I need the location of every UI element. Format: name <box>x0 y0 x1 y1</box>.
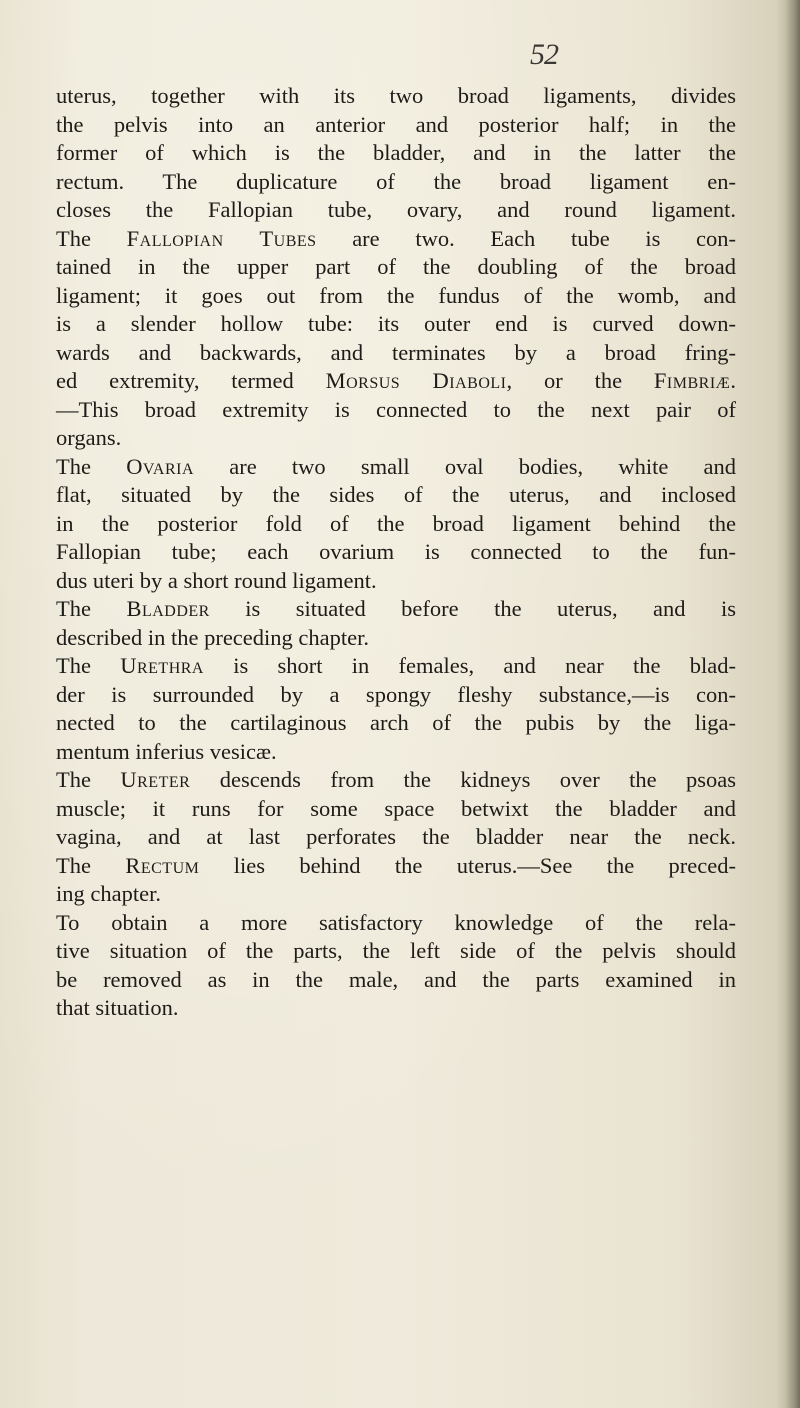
text-run: are two small oval bodies, white and <box>194 453 736 479</box>
text-line <box>56 567 736 596</box>
text-run: To obtain a more satisfactory knowledge of the rela- <box>56 909 736 935</box>
text-line <box>56 966 736 995</box>
text-line <box>56 852 736 881</box>
text-line <box>56 709 736 738</box>
text-run: vagina, and at last perforates the bladder near the neck. <box>56 824 736 849</box>
body-text <box>56 82 736 1023</box>
text-run: are two. Each tube is con- <box>316 225 736 251</box>
text-line <box>56 994 736 1023</box>
text-line <box>56 82 736 111</box>
text-run: tained in the upper part of the doubling of the broad <box>56 254 736 279</box>
text-run: . <box>730 368 736 393</box>
page-number: 52 <box>530 38 558 71</box>
text-line <box>56 111 736 140</box>
text-line <box>56 624 736 653</box>
text-run: flat, situated by the sides of the uterus, and inclosed <box>56 482 736 507</box>
text-run: The <box>56 225 127 251</box>
text-line <box>56 310 736 339</box>
small-caps-term: Fallopian Tubes <box>126 225 317 251</box>
text-run: The <box>56 453 127 479</box>
small-caps-term: Rectum <box>125 852 200 878</box>
small-caps-term: Ureter <box>120 767 191 792</box>
text-run: lies behind the uterus.—See the preced- <box>199 852 736 878</box>
text-run: The <box>56 653 121 678</box>
text-run: —This broad extremity is connected to the next pair of <box>56 396 736 422</box>
text-run: The <box>56 767 121 792</box>
text-line <box>56 937 736 966</box>
text-run: is situated before the uterus, and is <box>209 596 737 621</box>
text-run: be removed as in the male, and the parts examined in <box>56 966 736 992</box>
text-line <box>56 396 736 425</box>
text-run: muscle; it runs for some space betwixt the bladder and <box>56 795 736 821</box>
text-line <box>56 367 736 396</box>
text-run: rectum. The duplicature of the broad ligament en- <box>56 168 736 194</box>
small-caps-term: Morsus Diaboli <box>325 368 507 393</box>
text-run: ed extremity, termed <box>56 368 326 393</box>
text-run: descends from the kidneys over the psoas <box>190 767 737 792</box>
text-line <box>56 339 736 368</box>
text-line <box>56 795 736 824</box>
text-line <box>56 538 736 567</box>
text-run: nected to the cartilaginous arch of the pubis by the liga- <box>56 710 736 735</box>
small-caps-term: Urethra <box>120 653 204 678</box>
small-caps-term: Ovaria <box>126 453 195 479</box>
page-edge-shadow <box>786 0 800 1408</box>
text-line <box>56 909 736 938</box>
text-line <box>56 196 736 225</box>
text-run: Fallopian tube; each ovarium is connected to the fun- <box>56 539 736 564</box>
text-line <box>56 282 736 311</box>
text-run: the pelvis into an anterior and posterior half; in the <box>56 111 736 137</box>
text-run: in the posterior fold of the broad ligament behind the <box>56 510 736 536</box>
text-run: , or the <box>506 368 654 393</box>
text-line <box>56 595 736 624</box>
text-run: described in the preceding chapter. <box>56 624 369 650</box>
small-caps-term: Fimbriæ <box>653 368 731 393</box>
text-run: mentum inferius vesicæ. <box>56 738 277 764</box>
text-run: der is surrounded by a spongy fleshy substance,—is con- <box>56 681 736 707</box>
text-run: organs. <box>56 425 122 450</box>
text-line <box>56 225 736 254</box>
text-run: ligament; it goes out from the fundus of the womb, and <box>56 282 736 308</box>
small-caps-term: Bladder <box>126 596 210 621</box>
text-run: ing chapter. <box>56 881 161 906</box>
text-line <box>56 168 736 197</box>
text-run: former of which is the bladder, and in the latter the <box>56 140 736 165</box>
text-line <box>56 823 736 852</box>
text-line <box>56 880 736 909</box>
text-line <box>56 738 736 767</box>
text-line <box>56 139 736 168</box>
text-run: wards and backwards, and terminates by a broad fring- <box>56 339 736 365</box>
text-line <box>56 681 736 710</box>
text-line <box>56 481 736 510</box>
text-run: dus uteri by a short round ligament. <box>56 567 377 593</box>
text-run: is a slender hollow tube: its outer end is curved down- <box>56 311 736 336</box>
text-run: The <box>56 852 126 878</box>
text-line <box>56 253 736 282</box>
text-line <box>56 766 736 795</box>
text-line <box>56 424 736 453</box>
text-run: uterus, together with its two broad ligaments, divides <box>56 83 736 108</box>
text-run: that situation. <box>56 995 179 1020</box>
text-run: tive situation of the parts, the left side of the pelvis should <box>56 938 736 963</box>
text-run: The <box>56 596 127 621</box>
text-line <box>56 652 736 681</box>
text-run: closes the Fallopian tube, ovary, and round ligament. <box>56 197 736 222</box>
text-run: is short in females, and near the blad- <box>203 653 736 678</box>
text-line <box>56 510 736 539</box>
text-line <box>56 453 736 482</box>
